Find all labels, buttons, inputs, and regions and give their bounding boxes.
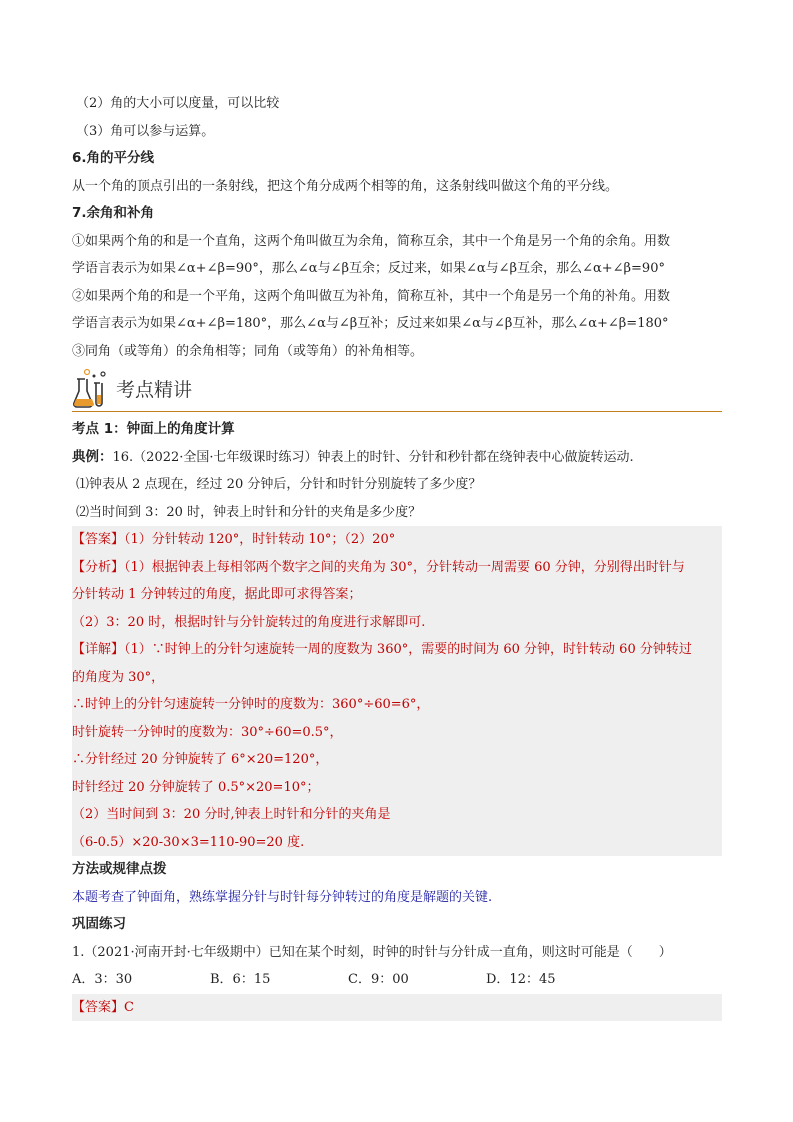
example-line <box>72 444 722 472</box>
detail-line-2: 的角度为 30°， <box>72 669 165 685</box>
detail-line-3: ∴时钟上的分针匀速旋转一分钟时的度数为：360°÷60=6°， <box>72 697 430 712</box>
analysis-text-1: （1）根据钟表上每相邻两个数字之间的夹角为 30°，分针转动一周需要 60 分钟，分别得出时针与 <box>124 559 685 575</box>
detail-label: 【详解】 <box>72 642 125 657</box>
angle-bisector-heading: 6.角的平分线 <box>72 150 155 166</box>
practice-heading: 巩固练习 <box>72 916 126 932</box>
detail-line-5: ∴分针经过 20 分钟旋转了 6°×20=120°， <box>72 752 329 767</box>
analysis-line-2: 分针转动 1 分钟转过的角度，据此即可求得答案； <box>72 587 362 602</box>
analysis-label: 【分析】 <box>72 559 125 575</box>
practice-answer-line <box>72 994 722 1022</box>
practice-answer-label: 【答案】 <box>72 999 125 1015</box>
answer-text: （1）分针转动 120°，时针转动 10°；（2）20° <box>124 532 396 547</box>
intro-point-3: （3）角可以参与运算。 <box>76 123 215 139</box>
supplementary-line-1: ②如果两个角的和是一个平角，这两个角叫做互为补角，简称互补，其中一个角是另一个角的补角。用数 <box>72 288 671 304</box>
section-header <box>72 367 722 412</box>
detail-line-7: （2）当时间到 3：20 分时,钟表上时针和分针的夹角是 <box>72 807 391 822</box>
example-question-2: ⑵当时间到 3：20 时，钟表上时针和分针的夹角是多少度？ <box>76 504 422 520</box>
option-b: B．6：15 <box>210 972 271 987</box>
example-question-1: ⑴钟表从 2 点现在，经过 20 分钟后，分针和时针分别旋转了多少度？ <box>76 477 482 492</box>
document-page <box>72 90 722 1021</box>
detail-line-8: （6-0.5）×20-30×3=110-90=20 度. <box>72 834 305 850</box>
detail-line-1 <box>72 636 722 664</box>
supplementary-line-2: 学语言表示为如果∠α+∠β=180°，那么∠α与∠β互补；反过来如果∠α与∠β互补，那么∠α+∠β=180° <box>72 316 669 331</box>
practice-question-1: 1.（2021·河南开封·七年级期中）已知在某个时刻，时钟的时针与分针成一直角，则这时可能是（ ） <box>72 944 672 960</box>
analysis-line-1 <box>72 554 722 582</box>
example-label: 典例： <box>72 448 113 465</box>
practice-answer-block <box>72 994 722 1022</box>
solution-block <box>72 526 722 856</box>
angle-bisector-text: 从一个角的顶点引出的一条射线，把这个角分成两个相等的角，这条射线叫做这个角的平分线。 <box>72 178 619 194</box>
answer-label: 【答案】 <box>72 532 125 547</box>
key-point-heading: 考点 1：钟面上的角度计算 <box>72 421 235 437</box>
method-heading: 方法或规律点拨 <box>72 861 167 877</box>
option-c: C．9：00 <box>348 972 409 987</box>
complementary-supplementary-heading: 7.余角和补角 <box>72 205 155 221</box>
detail-text-1: （1）∵时钟上的分针匀速旋转一周的度数为 360°，需要的时间为 60 分钟，时针转动 60 分钟转过 <box>124 642 692 657</box>
equal-angles-line: ③同角（或等角）的余角相等；同角（或等角）的补角相等。 <box>72 343 424 359</box>
complementary-line-2: 学语言表示为如果∠α+∠β=90°，那么∠α与∠β互余；反过来，如果∠α与∠β互余，那么∠α+∠β=90° <box>72 261 665 276</box>
analysis-line-3: （2）3：20 时，根据时针与分针旋转过的角度进行求解即可. <box>72 614 426 630</box>
practice-answer-text: C <box>124 999 134 1015</box>
detail-line-4: 时针旋转一分钟时的度数为：30°÷60=0.5°， <box>72 724 343 740</box>
answer-line <box>72 526 722 554</box>
method-text: 本题考查了钟面角，熟练掌握分针与时针每分钟转过的角度是解题的关键. <box>72 889 493 905</box>
complementary-line-1: ①如果两个角的和是一个直角，这两个角叫做互为余角，简称互余，其中一个角是另一个角的余角。用数 <box>72 233 671 249</box>
section-title: 考点精讲 <box>116 379 193 401</box>
intro-point-2: （2）角的大小可以度量，可以比较 <box>76 96 280 111</box>
option-a: A．3：30 <box>72 972 133 987</box>
practice-options <box>72 966 722 994</box>
option-d: D．12：45 <box>486 972 556 987</box>
detail-line-6: 时针经过 20 分钟旋转了 0.5°×20=10°； <box>72 779 320 795</box>
lab-flask-icon <box>72 367 112 409</box>
example-text: 16.（2022·全国·七年级课时练习）钟表上的时针、分针和秒针都在绕钟表中心做旋转运动. <box>112 449 634 465</box>
